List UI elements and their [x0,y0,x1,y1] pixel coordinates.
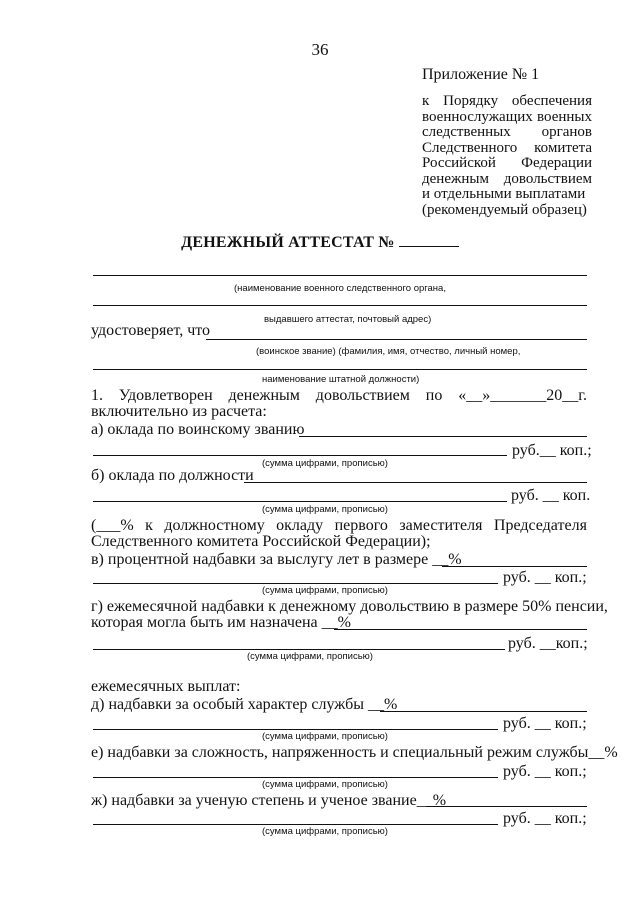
position-field[interactable] [93,369,587,370]
v-sum-field[interactable] [93,583,498,584]
item-1-word: Удовлетворен [118,387,213,404]
b-rub-kop: руб. __ коп. [511,487,591,504]
monthly-header: ежемесячных выплат: [91,678,241,695]
appendix-line: денежным довольствием [422,170,592,187]
d-sum-field[interactable] [93,729,498,730]
certifies-label: удостоверяет, что [91,322,211,339]
v-field[interactable] [442,566,587,567]
v-rub-kop: руб. __ коп.; [503,569,587,586]
item-1-word: денежным [228,387,300,404]
g-field[interactable] [334,629,587,630]
appendix-line: к Порядку обеспечения [422,93,592,109]
percent-word: первого [334,517,388,534]
percent-word: окладу [276,517,324,534]
g-line1: г) ежемесячной надбавки к денежному довольствию в размере 50% пенсии, [91,598,608,615]
percent-word: заместителя [399,517,483,534]
d-rub-kop: руб. __ коп.; [503,715,587,732]
g-line2: которая могла быть им назначена __% [91,614,351,631]
v-sum-caption: (сумма цифрами, прописью) [262,585,388,596]
rank-caption: (воинское звание) (фамилия, имя, отчество, личный номер, [256,346,521,357]
percent-word: Председателя [493,517,587,534]
appendix-line: военнослужащих военных [422,108,592,125]
a-label: а) оклада по воинскому званию [91,421,305,438]
v-label: в) процентной надбавки за выслугу лет в размере __% [91,551,462,568]
serviceman-field[interactable] [206,339,587,340]
appendix-line: Российской Федерации [422,155,592,171]
b-label: б) оклада по должности [91,467,254,484]
zh-label: ж) надбавки за ученую степень и ученое звание__% [91,792,447,809]
zh-rub-kop: руб. __ коп.; [503,810,587,827]
address-field[interactable] [93,305,587,306]
zh-field[interactable] [426,806,587,807]
a-rub-kop: руб.__ коп.; [512,442,592,459]
d-sum-caption: (сумма цифрами, прописью) [262,731,388,742]
a-field[interactable] [299,436,587,437]
e-label: е) надбавки за сложность, напряженность и специальный режим службы__% [91,744,618,761]
g-sum-caption: (сумма цифрами, прописью) [247,651,373,662]
percent-line2: Следственного комитета Российской Федерации); [91,533,431,550]
item-1-date: «__»_______20__г. [458,387,587,404]
d-field[interactable] [380,711,587,712]
address-caption: выдавшего аттестат, почтовый адрес) [264,314,432,325]
item-1-number: 1. [91,387,103,404]
a-sum-field[interactable] [93,455,507,456]
appendix-line: Следственного комитета [422,139,592,156]
appendix-line: (рекомендуемый образец) [422,201,587,218]
percent-word: (___% [91,517,134,534]
document-title-text: ДЕНЕЖНЫЙ АТТЕСТАТ № [181,234,395,251]
percent-word: к [145,517,153,534]
organ-name-field[interactable] [93,275,587,276]
d-label: д) надбавки за особый характер службы __% [91,696,398,713]
e-rub-kop: руб. __ коп.; [503,763,587,780]
percent-word: должностному [164,517,265,534]
a-sum-caption: (сумма цифрами, прописью) [262,458,388,469]
b-sum-field[interactable] [93,501,507,502]
organ-caption: (наименование военного следственного органа, [234,283,446,294]
appendix-title: Приложение № 1 [422,66,540,83]
b-sum-caption: (сумма цифрами, прописью) [262,504,388,515]
zh-sum-caption: (сумма цифрами, прописью) [262,826,388,837]
g-sum-field[interactable] [93,649,505,650]
document-title [0,232,640,252]
g-rub-kop: руб. __коп.; [508,635,588,652]
item-1-word: по [425,387,443,404]
appendix-line: и отдельными выплатами [422,186,586,202]
zh-sum-field[interactable] [93,824,498,825]
appendix-line: следственных органов [422,124,592,140]
item-1-line2: включительно из расчета: [91,403,267,420]
appendix-description [422,94,592,218]
position-caption: наименование штатной должности) [262,374,420,385]
page-number: 36 [311,40,329,59]
item-1-word: довольствием [315,387,410,404]
b-field[interactable] [244,482,587,483]
e-sum-caption: (сумма цифрами, прописью) [262,779,388,790]
attestat-number-blank[interactable] [399,232,459,247]
e-sum-field[interactable] [93,777,498,778]
